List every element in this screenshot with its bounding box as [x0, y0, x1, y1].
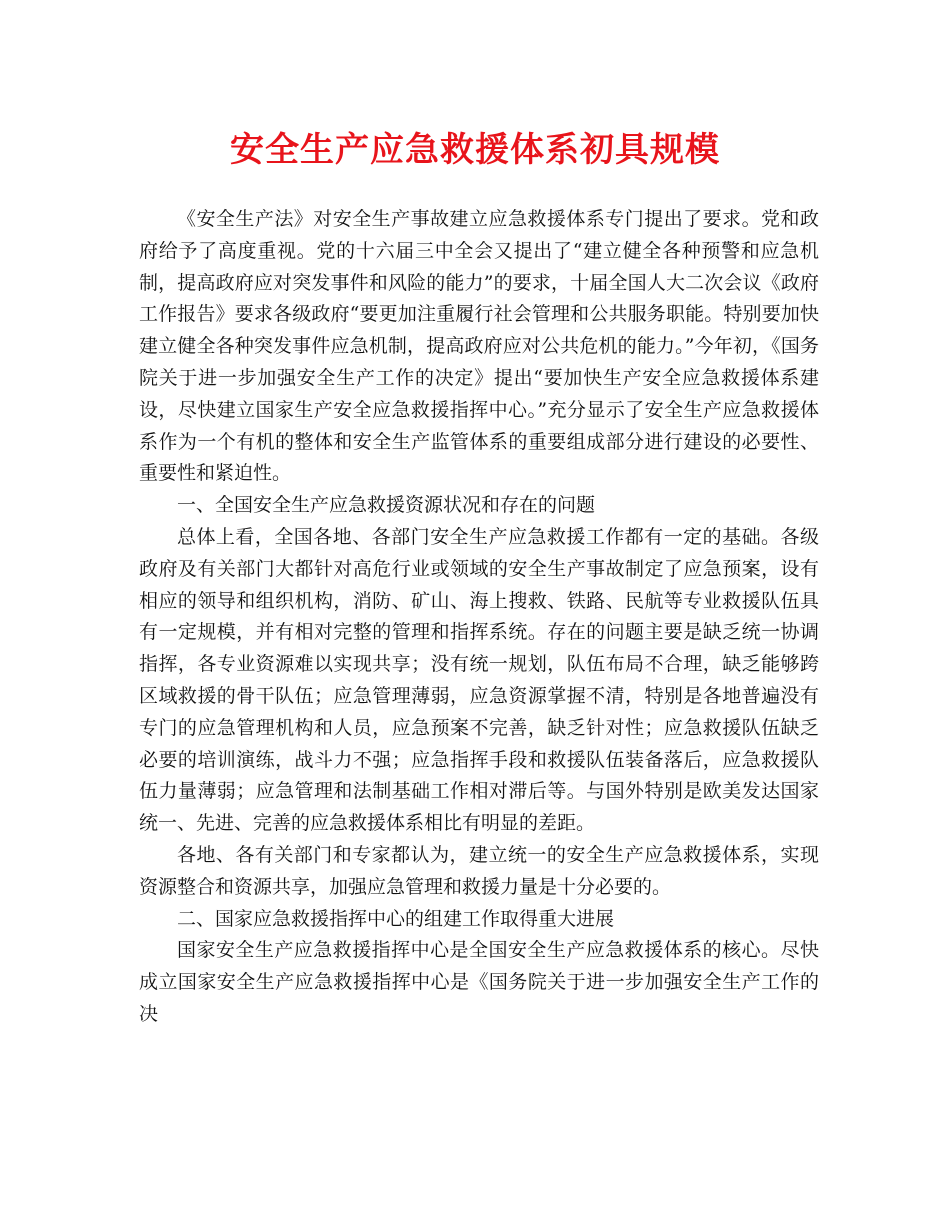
document-body: [139, 204, 819, 1031]
paragraph-section-2: 国家安全生产应急救援指挥中心是全国安全生产应急救援体系的核心。尽快成立国家安全生产应急救援指挥中心是《国务院关于进一步加强安全生产工作的决: [139, 939, 819, 1025]
paragraph-section-1-conclusion: 各地、各有关部门和专家都认为，建立统一的安全生产应急救援体系，实现资源整合和资源共享，加强应急管理和救援力量是十分必要的。: [139, 843, 819, 898]
paragraph-section-1: 总体上看，全国各地、各部门安全生产应急救援工作都有一定的基础。各级政府及有关部门大都针对高危行业或领域的安全生产事故制定了应急预案，设有相应的领导和组织机构，消防、矿山、海上搜救、铁路、民航等专业救援队伍具有一定规模，并有相对完整的管理和指挥系统。存在的问题主要是缺乏统一协调指挥，各专业资源难以实现共享；没有统一规划，队伍布局不合理，缺乏能够跨区域救援的骨干队伍；应急管理薄弱，应急资源掌握不清，特别是各地普遍没有专门的应急管理机构和人员，应急预案不完善，缺乏针对性；应急救援队伍缺乏必要的培训演练，战斗力不强；应急指挥手段和救援队伍装备落后，应急救援队伍力量薄弱；应急管理和法制基础工作相对滞后等。与国外特别是欧美发达国家统一、先进、完善的应急救援体系相比有明显的差距。: [139, 525, 819, 835]
paragraph-intro: 《安全生产法》对安全生产事故建立应急救援体系专门提出了要求。党和政府给予了高度重视。党的十六届三中全会又提出了“建立健全各种预警和应急机制，提高政府应对突发事件和风险的能力”的要求，十届全国人大二次会议《政府工作报告》要求各级政府“要更加注重履行社会管理和公共服务职能。特别要加快建立健全各种突发事件应急机制，提高政府应对公共危机的能力。”今年初，《国务院关于进一步加强安全生产工作的决定》提出“要加快生产安全应急救援体系建设，尽快建立国家生产安全应急救援指挥中心。”充分显示了安全生产应急救援体系作为一个有机的整体和安全生产监管体系的重要组成部分进行建设的必要性、重要性和紧迫性。: [139, 208, 819, 485]
section-heading-2: 二、国家应急救援指挥中心的组建工作取得重大进展: [177, 907, 615, 930]
section-heading-1: 一、全国安全生产应急救援资源状况和存在的问题: [177, 494, 596, 517]
document-title: 安全生产应急救援体系初具规模: [230, 130, 720, 170]
